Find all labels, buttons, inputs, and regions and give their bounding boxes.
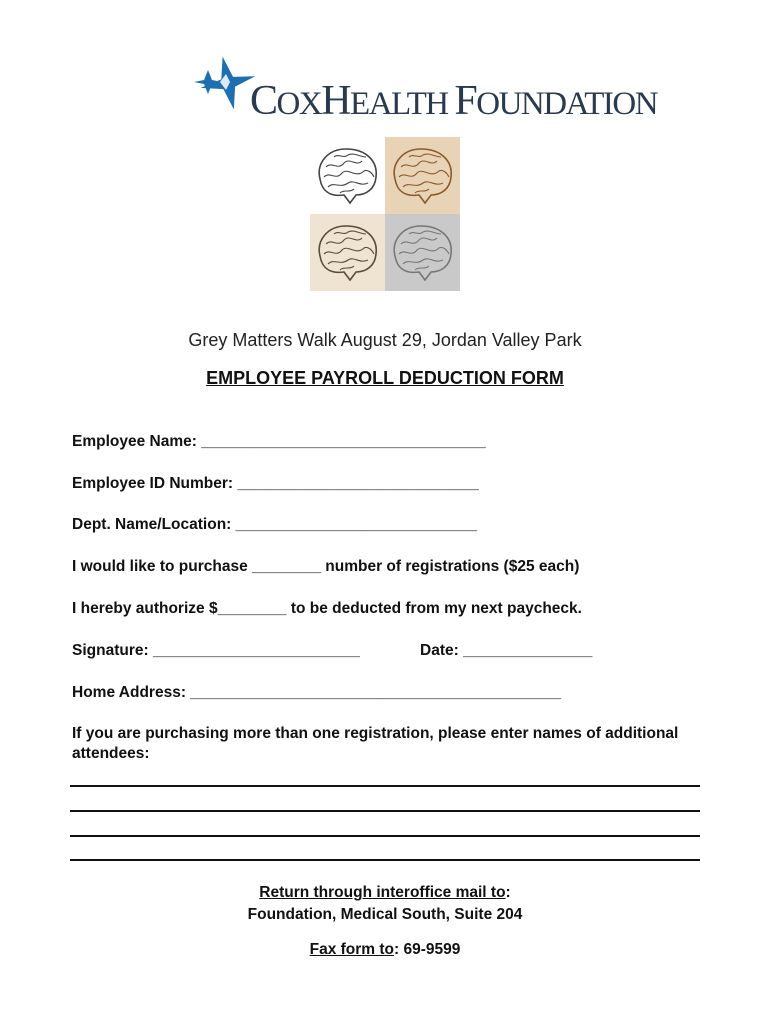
authorize-amount-field[interactable]: I hereby authorize $________ to be deducted from my next paycheck. <box>72 600 582 617</box>
brain-icon <box>310 214 385 291</box>
brain-image-grey <box>385 214 460 291</box>
employee-id-field[interactable]: Employee ID Number: ____________________________ <box>72 475 479 492</box>
employee-name-field[interactable]: Employee Name: _________________________________ <box>72 433 486 450</box>
return-label: Return through interoffice mail to <box>259 884 506 901</box>
signature-field[interactable]: Signature: ________________________ <box>72 642 360 659</box>
form-title: EMPLOYEE PAYROLL DEDUCTION FORM <box>206 368 564 388</box>
coxhealth-foundation-logo <box>190 52 658 130</box>
return-address: Foundation, Medical South, Suite 204 <box>247 906 523 923</box>
brain-icon <box>385 137 460 214</box>
brain-icon <box>310 137 385 214</box>
additional-attendees-prompt: If you are purchasing more than one registration, please enter names of additional attendees: <box>72 725 679 763</box>
fax-label: Fax form to <box>309 941 395 958</box>
return-instructions: Return through interoffice mail to: <box>259 884 511 901</box>
purchase-quantity-field[interactable]: I would like to purchase ________ number of registrations ($25 each) <box>72 558 580 575</box>
brain-icon <box>385 214 460 291</box>
brain-image-parchment <box>310 214 385 291</box>
attendee-line-4[interactable] <box>70 859 700 861</box>
event-line: Grey Matters Walk August 29, Jordan Valley Park <box>188 330 582 350</box>
dept-location-field[interactable]: Dept. Name/Location: ____________________________ <box>72 516 477 533</box>
fax-instructions <box>0 940 770 960</box>
brain-image-sketch <box>310 137 385 214</box>
brain-image-sepia <box>385 137 460 214</box>
attendee-line-2[interactable] <box>70 810 700 812</box>
home-address-field[interactable]: Home Address: ___________________________________________ <box>72 684 561 701</box>
attendee-line-1[interactable] <box>70 785 700 787</box>
brain-image-grid <box>310 137 460 291</box>
date-field[interactable]: Date: _______________ <box>420 642 593 659</box>
fax-number: : 69-9599 <box>394 941 461 958</box>
attendee-line-3[interactable] <box>70 835 700 837</box>
logo-wordmark: COXHEALTH FOUNDATION <box>250 78 658 124</box>
